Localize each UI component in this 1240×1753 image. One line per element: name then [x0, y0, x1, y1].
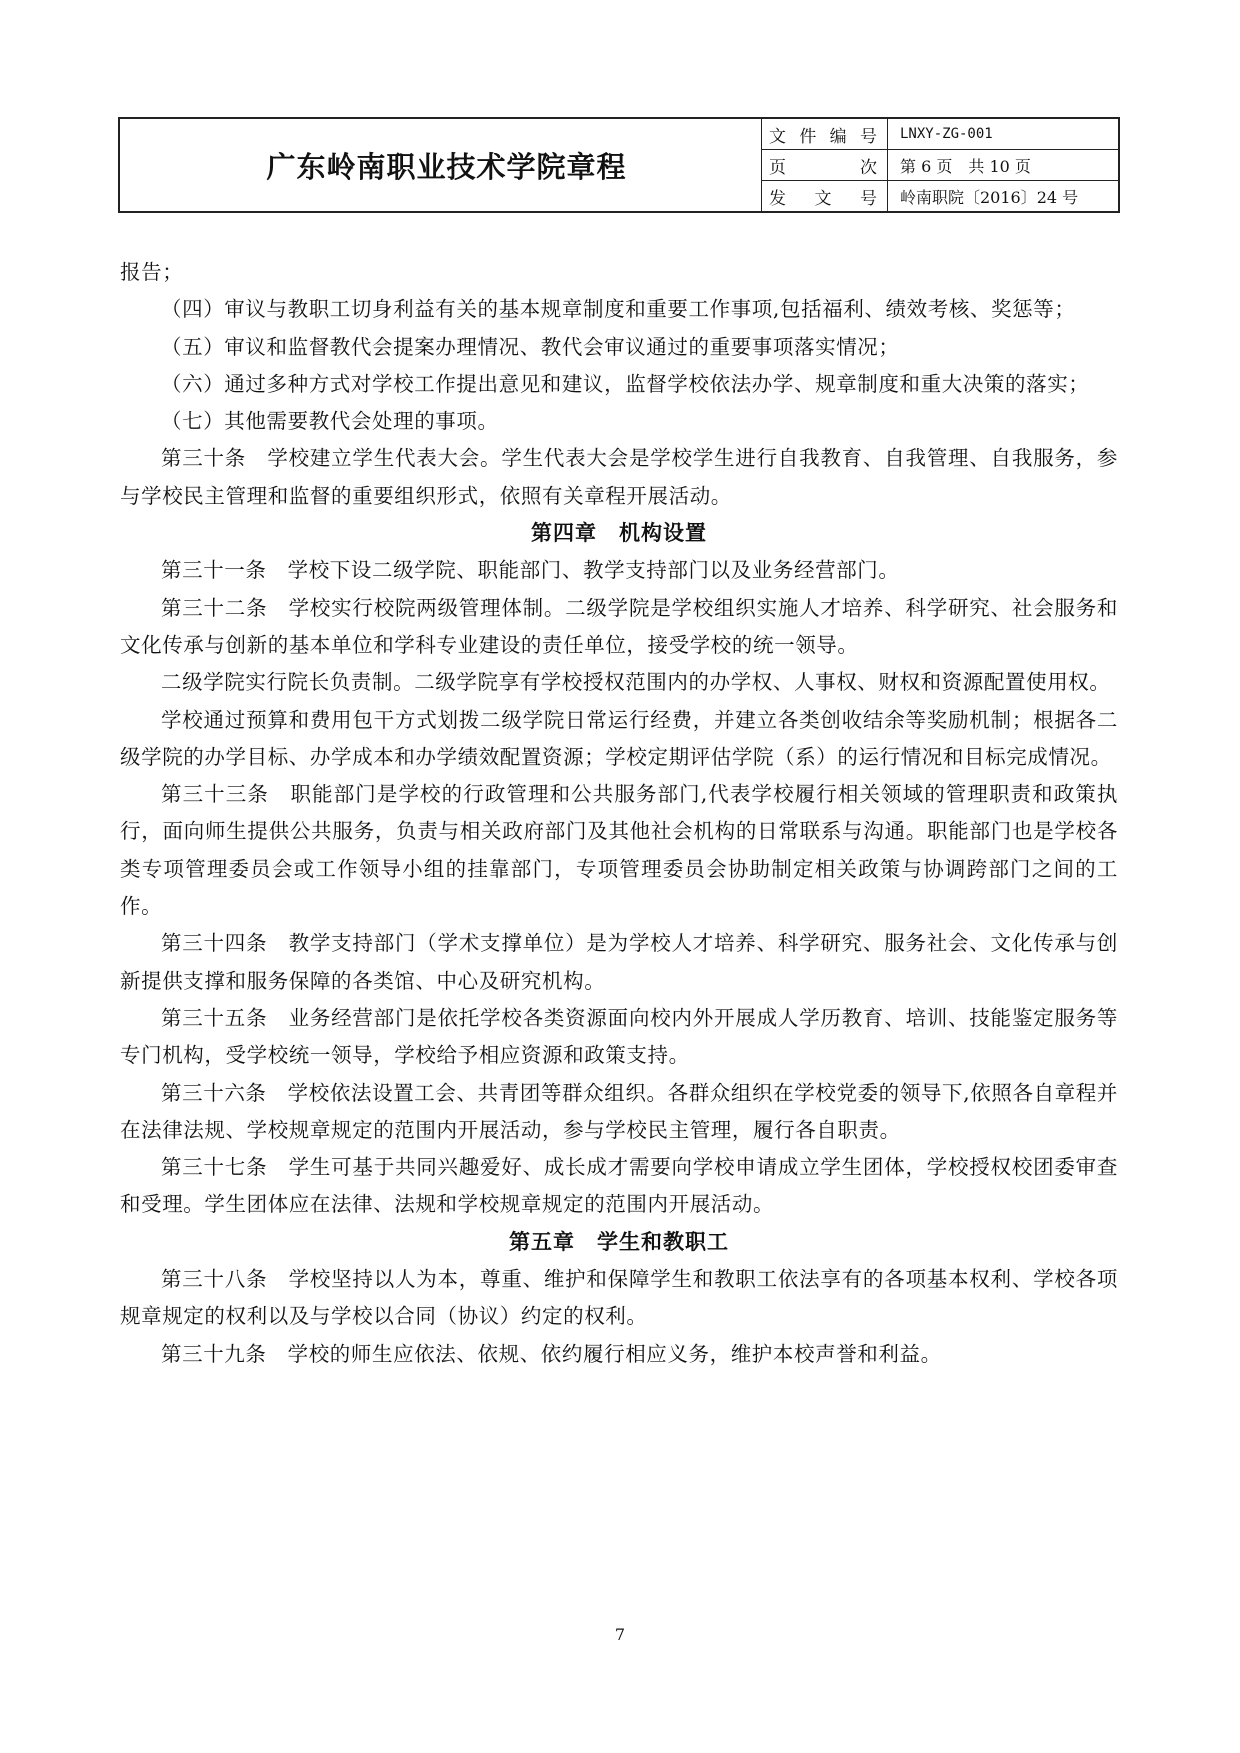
article-34: 第三十四条 教学支持部门（学术支撑单位）是为学校人才培养、科学研究、服务社会、文化传承与创新提供支撑和服务保障的各类馆、中心及研究机构。: [120, 931, 1118, 993]
document-header: [118, 117, 1120, 213]
article-31: 第三十一条 学校下设二级学院、职能部门、教学支持部门以及业务经营部门。: [161, 558, 900, 583]
article-30: 第三十条 学校建立学生代表大会。学生代表大会是学校学生进行自我教育、自我管理、自我服务，参与学校民主管理和监督的重要组织形式，依照有关章程开展活动。: [120, 446, 1118, 508]
article-33: 第三十三条 职能部门是学校的行政管理和公共服务部门,代表学校履行相关领域的管理职责和政策执行，面向师生提供公共服务，负责与相关政府部门及其他社会机构的日常联系与沟通。职能部门也是学校各类专项管理委员会或工作领导小组的挂靠部门，专项管理委员会协助制定相关政策与协调跨部门之间的工作。: [120, 782, 1118, 919]
page-number: 7: [614, 1625, 626, 1644]
paragraph: 报告；: [120, 260, 184, 284]
paragraph: 学校通过预算和费用包干方式划拨二级学院日常运行经费，并建立各类创收结余等奖励机制；根据各二级学院的办学目标、办学成本和办学绩效配置资源；学校定期评估学院（系）的运行情况和目标完成情况。: [120, 707, 1118, 769]
paragraph: （四）审议与教职工切身利益有关的基本规章制度和重要工作事项,包括福利、绩效考核、奖惩等；: [161, 297, 1076, 322]
chapter-4-heading: 第四章 机构设置: [531, 521, 707, 546]
document-title: 广东岭南职业技术学院章程: [120, 119, 762, 211]
article-35: 第三十五条 业务经营部门是依托学校各类资源面向校内外开展成人学历教育、培训、技能鉴定服务等专门机构，受学校统一领导，学校给予相应资源和政策支持。: [120, 1005, 1118, 1068]
info-row-issue-number: [762, 181, 1118, 211]
file-number-label: 文件编号: [769, 126, 880, 147]
document-body: [120, 254, 1118, 1373]
info-row-file-number: [762, 119, 1118, 150]
article-38: 第三十八条 学校坚持以人为本，尊重、维护和保障学生和教职工依法享有的各项基本权利、学校各项规章规定的权利以及与学校以合同（协议）约定的权利。: [120, 1267, 1118, 1329]
article-39: 第三十九条 学校的师生应依法、依规、依约履行相应义务，维护本校声誉和利益。: [161, 1341, 942, 1366]
page-label: 页次: [769, 157, 880, 178]
article-37: 第三十七条 学生可基于共同兴趣爱好、成长成才需要向学校申请成立学生团体，学校授权校团委审查和受理。学生团体应在法律、法规和学校规章规定的范围内开展活动。: [120, 1155, 1118, 1217]
article-36: 第三十六条 学校依法设置工会、共青团等群众组织。各群众组织在学校党委的领导下,依照各自章程并在法律法规、学校规章规定的范围内开展活动，参与学校民主管理，履行各自职责。: [120, 1080, 1118, 1142]
paragraph: （五）审议和监督教代会提案办理情况、教代会审议通过的重要事项落实情况；: [161, 334, 900, 359]
page-value: 第 6 页 共 10 页: [900, 156, 1031, 176]
issue-number-value: 岭南职院〔2016〕24 号: [900, 187, 1079, 207]
file-number-value: LNXY-ZG-001: [900, 126, 993, 142]
paragraph: （六）通过多种方式对学校工作提出意见和建议，监督学校依法办学、规章制度和重大决策的落实；: [161, 371, 1090, 396]
issue-number-label: 发文号: [769, 188, 880, 209]
paragraph: （七）其他需要教代会处理的事项。: [161, 409, 499, 434]
info-row-page: [762, 150, 1118, 181]
article-32: 第三十二条 学校实行校院两级管理体制。二级学院是学校组织实施人才培养、科学研究、社会服务和文化传承与创新的基本单位和学科专业建设的责任单位，接受学校的统一领导。: [120, 595, 1118, 657]
document-info-table: [762, 119, 1118, 211]
paragraph: 二级学院实行院长负责制。二级学院享有学校授权范围内的办学权、人事权、财权和资源配置使用权。: [161, 670, 1111, 695]
chapter-5-heading: 第五章 学生和教职工: [509, 1229, 729, 1254]
